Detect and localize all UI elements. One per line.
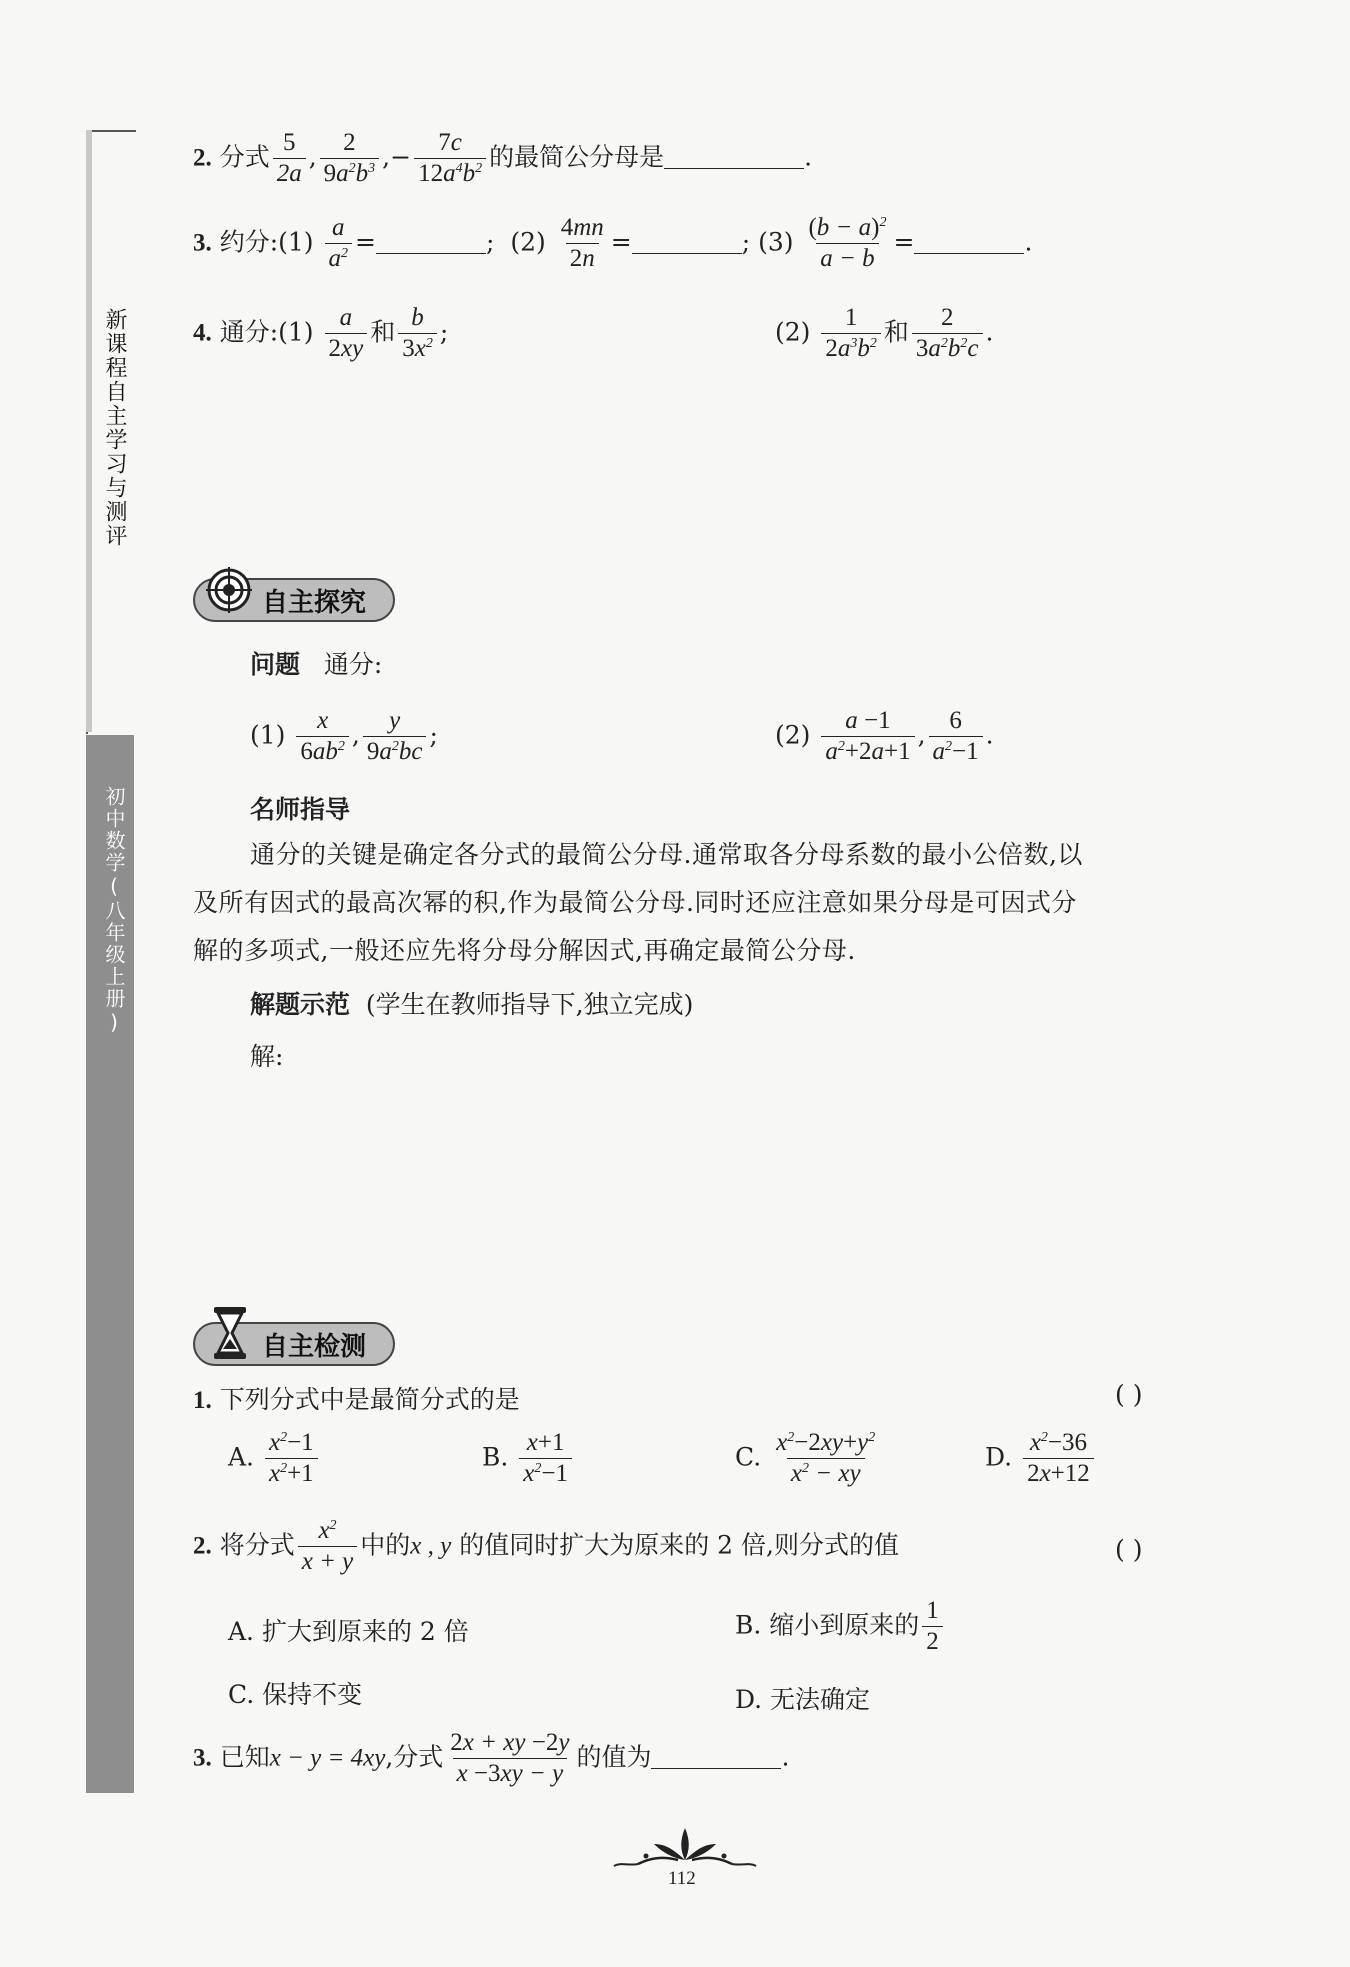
option-d[interactable]: D. 无法确定	[735, 1685, 871, 1714]
question-3: 3. 约分:(1) $\frac{a}{a^2}$ = ; (2) $\frac{4mn}{2n}$ = ; (3) $\frac{(b - a)^2}{a - b}$ = .	[193, 214, 1033, 273]
demo-note: (学生在教师指导下,独立完成)	[365, 990, 694, 1019]
question-2: 2. 分式 $\frac{5}{2a}$ , $\frac{2}{9a^2b^3}$ ,− $\frac{7c}{12a^4b^2}$ 的最简公分母是 .	[193, 129, 813, 188]
problem-part-2: (2) $\frac{a -1}{a^2+2a+1}$ , $\frac{6}{a^2-1}$ .	[775, 707, 994, 766]
answer-blank[interactable]	[651, 1768, 781, 1769]
fraction: $\frac{5}{2a}$	[273, 130, 306, 188]
condition: x − y = 4xy	[269, 1744, 386, 1772]
answer-bracket[interactable]: ( )	[1115, 1380, 1143, 1409]
period: .	[781, 1742, 790, 1772]
fraction: $\frac{x}{6ab^2}$	[296, 708, 349, 766]
question-prefix: 已知	[219, 1742, 270, 1772]
fraction: $\frac{7c}{12a^4b^2}$	[414, 130, 486, 188]
demo-label: 解题示范	[250, 990, 351, 1019]
period: .	[985, 317, 994, 347]
section-title: 自主检测	[262, 1332, 367, 1362]
question-text: 下列分式中是最简分式的是	[219, 1385, 520, 1414]
option-a[interactable]	[228, 1430, 321, 1488]
fraction: $\frac{2}{3a^2b^2c}$	[912, 305, 983, 363]
fraction: $\frac{y}{9a^2bc}$	[363, 708, 427, 766]
section-title: 自主探究	[262, 588, 367, 618]
hourglass-icon	[210, 1305, 250, 1361]
part-label: (1)	[278, 317, 314, 347]
period: .	[1024, 227, 1033, 257]
option-a[interactable]: A. 扩大到原来的 2 倍	[228, 1617, 469, 1646]
answer-blank[interactable]	[664, 168, 804, 169]
fraction: $\frac{x^2-1}{x^2+1}$	[265, 1430, 318, 1488]
fraction: $\frac{(b - a)^2}{a - b}$	[808, 214, 887, 273]
and-word: 和	[883, 317, 909, 347]
option-c[interactable]	[735, 1430, 882, 1488]
option-label: B. 缩小到原来的	[735, 1610, 920, 1640]
question-prefix: 约分:	[219, 227, 279, 257]
question-text: ,分式	[385, 1742, 444, 1772]
part-label: (2)	[510, 227, 546, 257]
question-number: 1.	[193, 1387, 212, 1414]
option-label: B.	[482, 1442, 509, 1472]
question-number: 3.	[193, 229, 212, 257]
and-word: 和	[370, 317, 396, 347]
guidance-title: 名师指导	[250, 795, 351, 824]
fraction: $\frac{1}{2}$	[922, 1598, 943, 1656]
question-number: 2.	[193, 144, 212, 172]
fraction: $\frac{x^2-36}{2x+12}$	[1023, 1430, 1094, 1488]
fraction: $\frac{1}{2a^3b^2}$	[821, 305, 881, 363]
sidebar-top-bar	[86, 130, 92, 732]
fraction: $\frac{2x + xy -2y}{x -3xy - y}$	[450, 1729, 570, 1788]
part-label: (1)	[250, 720, 286, 750]
problem-label: 问题	[250, 650, 301, 679]
target-icon	[204, 565, 254, 615]
problem-title	[250, 645, 382, 681]
question-text: 中的	[360, 1530, 411, 1560]
fraction: $\frac{x^2}{x + y}$	[298, 1518, 358, 1576]
question-text: 的值同时扩大为原来的 2 倍,则分式的值	[459, 1530, 899, 1560]
option-b[interactable]	[735, 1598, 946, 1656]
option-label: D.	[985, 1442, 1013, 1472]
fraction: $\frac{x+1}{x^2-1}$	[519, 1430, 572, 1488]
option-d[interactable]	[985, 1430, 1097, 1488]
separator: ;	[439, 317, 449, 347]
fraction: $\frac{a -1}{a^2+2a+1}$	[821, 708, 914, 766]
fraction: $\frac{2}{9a^2b^3}$	[320, 130, 380, 188]
question-suffix: 的值为	[576, 1742, 652, 1772]
fraction: $\frac{4mn}{2n}$	[560, 214, 604, 273]
question-4-part-2	[775, 305, 993, 363]
separator: ;	[741, 227, 751, 257]
fraction: $\frac{6}{a^2-1}$	[929, 708, 983, 766]
question-4	[193, 305, 448, 363]
problem-text: 通分:	[323, 650, 383, 679]
answer-bracket[interactable]: ( )	[1115, 1535, 1143, 1564]
test-2	[193, 1518, 899, 1576]
question-number: 4.	[193, 319, 212, 347]
question-prefix: 通分:	[219, 317, 279, 347]
guidance-line-3: 解的多项式,一般还应先将分母分解因式,再确定最简公分母.	[193, 936, 856, 965]
demo-title	[250, 985, 693, 1021]
part-label: (2)	[775, 720, 811, 750]
question-suffix: 的最简公分母是	[489, 142, 665, 172]
period: .	[804, 142, 813, 172]
option-label: C.	[735, 1442, 762, 1472]
guidance-line-1: 通分的关键是确定各分式的最简公分母.通常取各分母系数的最小公倍数,以	[250, 840, 1083, 869]
question-number: 2.	[193, 1532, 212, 1560]
page-number: 112	[668, 1868, 696, 1889]
option-label: A.	[228, 1442, 255, 1472]
problem-part-1: (1) $\frac{x}{6ab^2}$ , $\frac{y}{9a^2bc}$ ;	[250, 707, 438, 766]
question-prefix: 分式	[219, 142, 270, 172]
guidance-line-2: 及所有因式的最高次幂的积,作为最简公分母.同时还应注意如果分母是可因式分	[193, 888, 1077, 917]
fraction: $\frac{b}{3x^2}$	[398, 305, 437, 363]
floral-ornament-icon	[610, 1822, 760, 1874]
fraction: $\frac{a}{a^2}$	[325, 215, 353, 273]
answer-blank[interactable]	[914, 253, 1024, 254]
question-prefix: 将分式	[219, 1530, 295, 1560]
variables: x , y	[410, 1532, 452, 1560]
option-c[interactable]: C. 保持不变	[228, 1680, 363, 1709]
part-label: (1)	[278, 227, 314, 257]
answer-blank[interactable]	[376, 253, 486, 254]
test-1	[193, 1380, 520, 1416]
sidebar-bottom-label: 初中数学(八年级上册)	[102, 786, 126, 1036]
question-number: 3.	[193, 1744, 212, 1772]
part-label: (3)	[758, 227, 794, 257]
fraction: $\frac{x^2-2xy+y^2}{x^2 - xy}$	[776, 1429, 876, 1488]
part-label: (2)	[775, 317, 811, 347]
sidebar-top-label: 新课程自主学习与测评	[102, 308, 127, 548]
option-b[interactable]	[482, 1430, 575, 1488]
solve-label: 解:	[250, 1042, 284, 1071]
answer-blank[interactable]	[632, 253, 742, 254]
fraction: $\frac{a}{2xy}$	[325, 305, 368, 363]
test-3	[193, 1730, 789, 1788]
separator: ;	[485, 227, 495, 257]
